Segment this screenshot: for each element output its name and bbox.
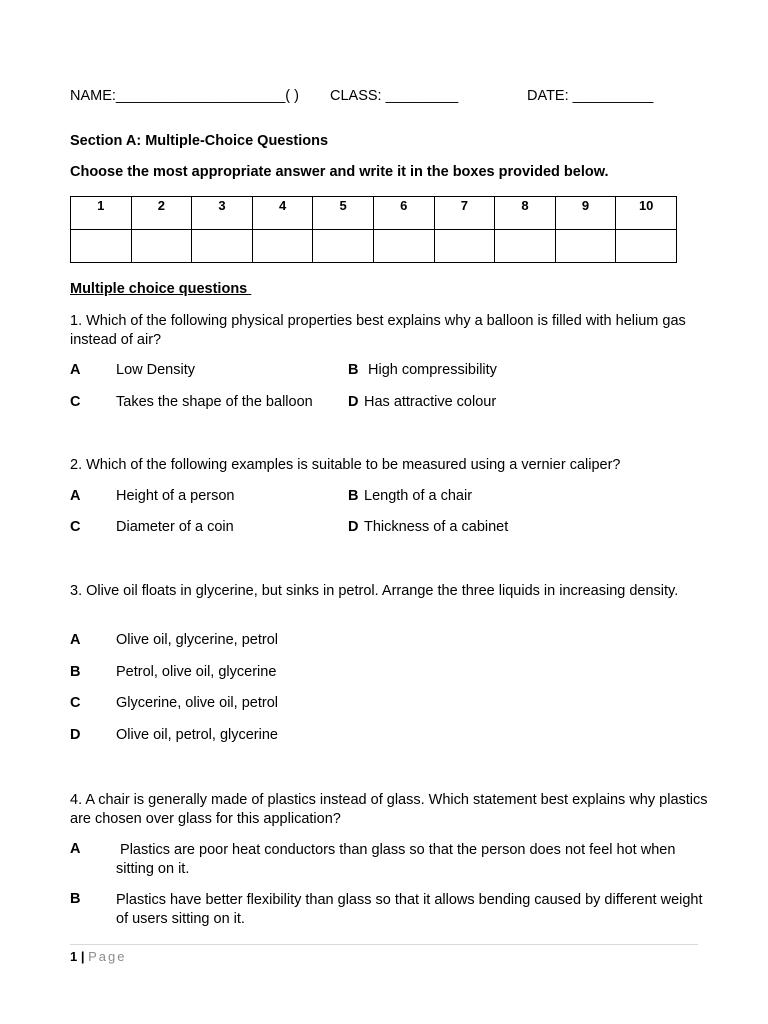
- answer-table-header-cell: 2: [131, 197, 192, 230]
- q3-option-b-text: Petrol, olive oil, glycerine: [116, 664, 277, 680]
- question-4-text: 4. A chair is generally made of plastics instead of glass. Which statement best explains why plastics are chosen over glass for this application?: [70, 792, 708, 827]
- answer-table-header-cell: 7: [434, 197, 495, 230]
- answer-box[interactable]: [131, 230, 192, 263]
- q3-option-a-letter: A: [70, 632, 81, 648]
- class-field-label: CLASS: _________: [330, 88, 459, 104]
- page-separator: |: [80, 949, 85, 964]
- q3-option-b-letter: B: [70, 664, 81, 680]
- page-word: Page: [88, 949, 127, 964]
- answer-table: [70, 196, 677, 263]
- footer-divider: [70, 944, 698, 945]
- q2-option-a-text: Height of a person: [116, 488, 235, 504]
- answer-box[interactable]: [555, 230, 616, 263]
- q2-option-b-letter: B: [348, 488, 359, 504]
- q1-option-a-letter: A: [70, 362, 81, 378]
- answer-box[interactable]: [616, 230, 677, 263]
- q2-option-d-text: Thickness of a cabinet: [364, 519, 509, 535]
- answer-box[interactable]: [434, 230, 495, 263]
- section-instruction: Choose the most appropriate answer and write it in the boxes provided below.: [70, 164, 609, 180]
- page-number: 1: [70, 949, 78, 964]
- q1-option-b-letter: B: [348, 362, 359, 378]
- name-field-label: NAME:_____________________( ): [70, 88, 299, 104]
- q4-option-b-text: Plastics have better flexibility than glass so that it allows bending caused by different weight of users sitting on it.: [116, 892, 703, 927]
- page-footer: [70, 949, 127, 964]
- mcq-heading: Multiple choice questions: [70, 281, 252, 297]
- q4-option-b-letter: B: [70, 891, 81, 907]
- q3-option-a-text: Olive oil, glycerine, petrol: [116, 632, 278, 648]
- answer-box[interactable]: [373, 230, 434, 263]
- answer-table-header-cell: 9: [555, 197, 616, 230]
- answer-box[interactable]: [252, 230, 313, 263]
- q2-option-c-letter: C: [70, 519, 81, 535]
- section-title: Section A: Multiple-Choice Questions: [70, 133, 329, 149]
- q3-option-c-letter: C: [70, 695, 81, 711]
- q1-option-d-letter: D: [348, 394, 359, 410]
- q3-option-c-text: Glycerine, olive oil, petrol: [116, 695, 278, 711]
- question-2-text: 2. Which of the following examples is suitable to be measured using a vernier caliper?: [70, 457, 621, 473]
- q3-option-d-letter: D: [70, 727, 81, 743]
- q1-option-c-letter: C: [70, 394, 81, 410]
- question-1-text: 1. Which of the following physical properties best explains why a balloon is filled with helium gas instead of air?: [70, 313, 686, 348]
- answer-box[interactable]: [192, 230, 253, 263]
- answer-table-header-cell: 8: [495, 197, 556, 230]
- answer-table-header-cell: 1: [71, 197, 132, 230]
- q2-option-b-text: Length of a chair: [364, 488, 473, 504]
- answer-table-header-row: [71, 197, 677, 230]
- q1-option-c-text: Takes the shape of the balloon: [116, 394, 313, 410]
- answer-table-header-cell: 10: [616, 197, 677, 230]
- answer-table-header-cell: 6: [373, 197, 434, 230]
- q1-option-d-text: Has attractive colour: [364, 394, 497, 410]
- answer-box[interactable]: [71, 230, 132, 263]
- date-field-label: DATE: __________: [527, 88, 654, 104]
- answer-table-header-cell: 5: [313, 197, 374, 230]
- answer-box[interactable]: [313, 230, 374, 263]
- q2-option-d-letter: D: [348, 519, 359, 535]
- q2-option-a-letter: A: [70, 488, 81, 504]
- q2-option-c-text: Diameter of a coin: [116, 519, 234, 535]
- answer-table-header-cell: 3: [192, 197, 253, 230]
- q4-option-a-letter: A: [70, 841, 81, 857]
- answer-table-box-row: [71, 230, 677, 263]
- q1-option-b-text: High compressibility: [368, 362, 497, 378]
- q4-option-a-text: Plastics are poor heat conductors than glass so that the person does not feel hot when sitting on it.: [116, 842, 680, 877]
- answer-table-header-cell: 4: [252, 197, 313, 230]
- q3-option-d-text: Olive oil, petrol, glycerine: [116, 727, 278, 743]
- answer-box[interactable]: [495, 230, 556, 263]
- q1-option-a-text: Low Density: [116, 362, 195, 378]
- question-3-text: 3. Olive oil floats in glycerine, but sinks in petrol. Arrange the three liquids in increasing density.: [70, 583, 679, 599]
